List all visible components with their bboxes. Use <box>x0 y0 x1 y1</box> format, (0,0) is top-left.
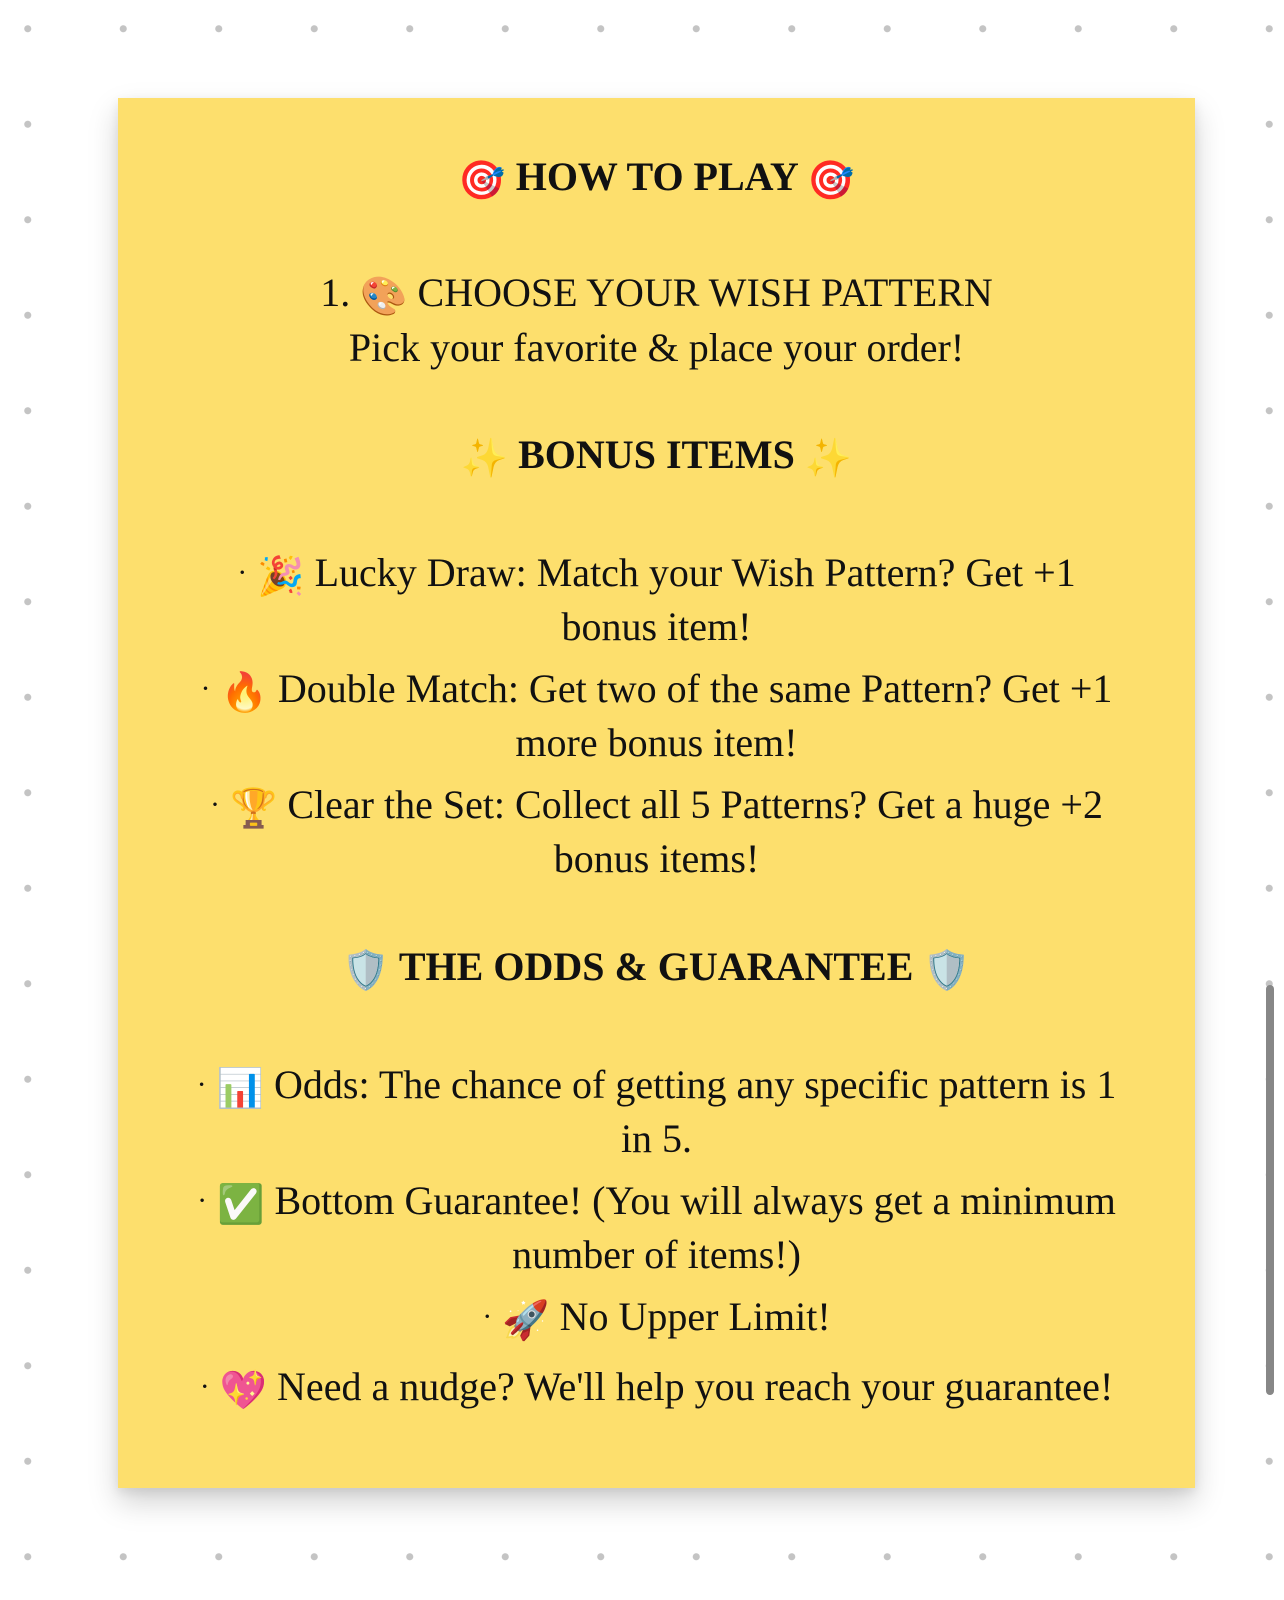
bullet-dot: · <box>196 1068 207 1101</box>
trophy-icon: 🏆 <box>230 786 278 830</box>
sparkles-icon: ✨ <box>804 436 853 480</box>
bonus-item-clear-set <box>158 778 1155 835</box>
bonus-item-double-match-cont: more bonus item! <box>515 720 798 765</box>
step-number: 1. <box>320 270 351 315</box>
sparkles-icon: ✨ <box>460 436 509 480</box>
sticky-note-card[interactable] <box>118 98 1195 1488</box>
bonus-item-clear-set-cont: bonus items! <box>553 836 760 881</box>
sparkling-heart-icon: 💖 <box>219 1368 268 1412</box>
odds-guarantee-heading-text: THE ODDS & GUARANTEE <box>398 944 914 989</box>
bonus-item-double-match <box>158 662 1155 719</box>
bullet-dot: · <box>482 1300 493 1333</box>
bullet-dot: · <box>200 672 211 705</box>
bullet-dot: · <box>237 556 248 589</box>
shield-icon: 🛡️ <box>342 948 390 992</box>
shield-icon: 🛡️ <box>923 948 971 992</box>
odds-item-no-upper-limit <box>158 1290 1155 1347</box>
bonus-item-text: Double Match: Get two of the same Pattern? Get +1 <box>277 666 1113 711</box>
odds-item-bottom-guarantee <box>158 1174 1155 1231</box>
odds-item-chance-cont: in 5. <box>620 1116 693 1161</box>
bonus-item-lucky-draw <box>158 546 1155 603</box>
odds-item-text: Bottom Guarantee! (You will always get a minimum <box>274 1178 1116 1223</box>
bonus-item-text: Clear the Set: Collect all 5 Patterns? Get a huge +2 <box>287 782 1103 827</box>
step-1-title-text: CHOOSE YOUR WISH PATTERN <box>417 270 993 315</box>
odds-item-nudge <box>158 1360 1155 1417</box>
bonus-item-text: Lucky Draw: Match your Wish Pattern? Get +1 <box>314 550 1076 595</box>
fire-icon: 🔥 <box>220 670 268 714</box>
odds-item-text: Odds: The chance of getting any specific pattern is 1 <box>274 1062 1117 1107</box>
odds-item-text: No Upper Limit! <box>559 1294 831 1339</box>
party-popper-icon: 🎉 <box>257 554 305 598</box>
title-heading <box>158 150 1155 207</box>
bonus-items-heading-text: BONUS ITEMS <box>518 432 795 477</box>
rocket-icon: 🚀 <box>502 1298 550 1342</box>
bonus-item-lucky-draw-cont: bonus item! <box>561 604 752 649</box>
odds-item-bottom-guarantee-cont: number of items!) <box>512 1232 801 1277</box>
odds-item-text: Need a nudge? We'll help you reach your guarantee! <box>277 1364 1114 1409</box>
dart-target-icon: 🎯 <box>807 158 855 202</box>
bonus-items-heading <box>158 428 1155 485</box>
step-1-subtitle: Pick your favorite & place your order! <box>348 325 965 370</box>
odds-guarantee-heading <box>158 940 1155 997</box>
check-mark-button-icon: ✅ <box>217 1182 265 1226</box>
bullet-dot: · <box>197 1184 208 1217</box>
vertical-scrollbar-thumb[interactable] <box>1266 985 1274 1395</box>
artist-palette-icon: 🎨 <box>360 274 408 318</box>
title-text: HOW TO PLAY <box>515 154 798 199</box>
bullet-dot: · <box>199 1370 210 1403</box>
odds-item-chance <box>158 1058 1155 1115</box>
dart-target-icon: 🎯 <box>458 158 506 202</box>
bullet-dot: · <box>210 788 220 821</box>
step-1-title <box>158 266 1155 323</box>
bar-chart-icon: 📊 <box>216 1066 264 1110</box>
